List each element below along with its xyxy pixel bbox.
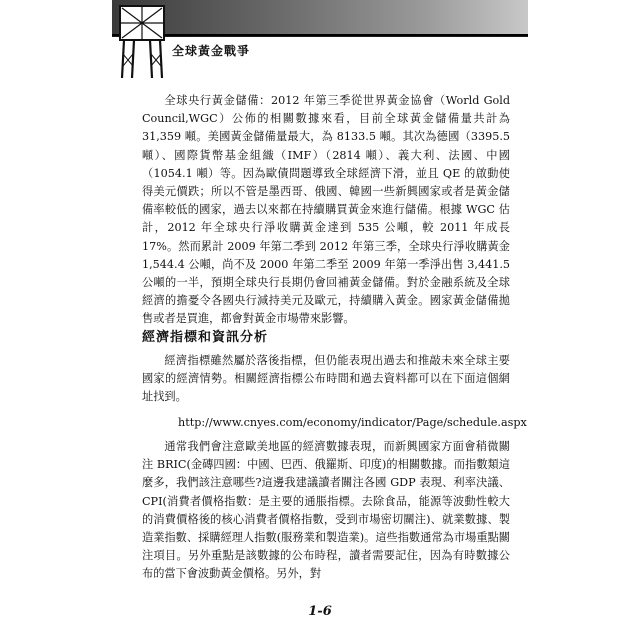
page-number: 1-6 [308, 604, 332, 619]
reference-url: http://www.cnyes.com/economy/indicator/Page/schedule.aspx [178, 416, 527, 429]
paragraph-gold-reserves: 全球央行黃金儲備：2012 年第三季從世界黃金協會（World Gold Council,WGC）公佈的相關數據來看，目前全球黃金儲備量共計為 31,359 噸。美國黃金儲備量最大，為 8133.5 噸。其次為德國（3395.5 噸）、國際貨幣基金組織（IMF）（2814 噸）、義大利、法國、中國（1054.1 噸）等。因為歐債問題導致全球經濟下滑，並且 QE 的啟動使得美元價跌；所以不管是墨西哥、俄國、韓國一些新興國家或者是黃金儲備率較低的國家，過去以來都在持續購買黃金來進行儲備。根據 WGC 估計，2012 年全球央行淨收購黃金達到 535 公噸，較 2011 年成長 17%。然而累計 2009 年第二季到 2012 年第三季，全球央行淨收購黃金 1,544.4 公噸，尚不及 2000 年第二季至 2009 年第一季淨出售 3,441.5 公噸的一半，預期全球央行長期仍會回補黃金儲備。對於金融系統及全球經濟的擔憂令各國央行減持美元及歐元，持續購入黃金。國家黃金儲備拋售或者是買進，都會對黃金市場帶來影響。 [142, 94, 510, 326]
chapter-header-bar [112, 0, 528, 37]
header-rule [112, 34, 528, 36]
paragraph-data-focus: 通常我們會注意歐美地區的經濟數據表現，而新興國家方面會稍微關注 BRIC(金磚四國：中國、巴西、俄羅斯、印度)的相關數據。而指數類這麼多，我們該注意哪些?這邊我建議讀者關注各國 GDP 表現、利率決議、CPI(消費者價格指數：是主要的通脹指標。去除食品，能源等波動性較大的消費價格後的核心消費者價格指數，受到市場密切關注)、就業數據、製造業指數、採購經理人指數(服務業和製造業)。這些指數通常為市場重點關注項目。另外重點是該數據的公布時程，讀者需要記住，因為有時數據公布的當下會波動黃金價格。另外，對 [142, 440, 510, 581]
billboard-icon [118, 4, 166, 80]
chapter-title: 全球黃金戰爭 [172, 44, 251, 58]
section-heading: 經濟指標和資訊分析 [142, 330, 269, 345]
paragraph-economic-indicators: 經濟指標雖然屬於落後指標，但仍能表現出過去和推敲未來全球主要國家的經濟情勢。相關經濟指標公布時間和過去資料都可以在下面這個網址找到。 [142, 354, 510, 404]
